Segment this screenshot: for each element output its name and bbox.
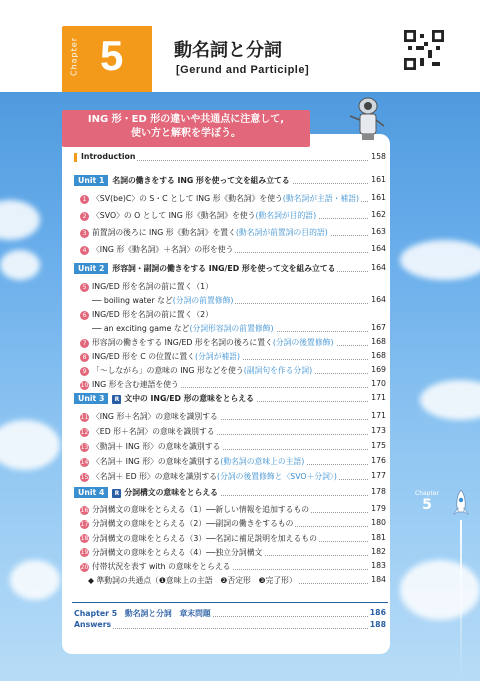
toc-item[interactable] (74, 379, 386, 390)
item-number: 15 (80, 473, 89, 481)
item-text: 〈名詞＋ ED 形〉の意味を識別する (92, 472, 218, 481)
item-text: 〈SVO〉の O として ING 形《動名詞》を使う (92, 211, 256, 220)
item-number: 14 (80, 458, 89, 466)
item-text: 「〜しながら」の意味の ING 形などを使う (92, 366, 244, 375)
item-text: 〈ING 形＋名詞〉の意味を識別する (92, 412, 218, 421)
item-number: 16 (80, 506, 89, 514)
item-number: 1 (80, 195, 89, 204)
page-number: 171 (371, 411, 386, 420)
page-number: 163 (371, 227, 386, 236)
item-number: 12 (80, 428, 89, 436)
item-text: ING/ED 形を名詞の前に置く（2） (92, 310, 213, 319)
page-number: 164 (371, 295, 386, 304)
toc-item[interactable] (74, 210, 386, 221)
intro-marker (74, 153, 77, 162)
toc-item[interactable] (74, 227, 386, 238)
extra-label: ◆ 準動詞の共通点（❶意味上の主語 ❷否定形 ❸完了形） (74, 576, 299, 585)
page-number: 161 (371, 193, 386, 202)
item-text: 〈SV(be)C〉の S・C として ING 形《動名詞》を使う (92, 194, 283, 203)
item-text: 分詞構文の意味をとらえる（3）──名詞に補足説明を加えるもの (92, 533, 317, 543)
item-text: 分詞構文の意味をとらえる（4）──独立分詞構文 (92, 547, 263, 557)
page-number: 161 (371, 175, 386, 184)
item-text: 〈ING 形《動名詞》＋名詞〉の形を使う (92, 245, 234, 254)
side-chapter-number: 5 (422, 497, 432, 513)
toc-item[interactable] (74, 547, 386, 558)
unit-tag: Unit 2 (74, 263, 108, 274)
unit-1-heading[interactable] (74, 175, 386, 186)
item-note: (動名詞が主語・補語) (282, 194, 360, 203)
banner-line-1: ING 形・ED 形の違いや共通点に注意して, (87, 114, 285, 125)
chapter-tab (62, 26, 152, 92)
item-note: (動名詞の意味上の主語) (220, 457, 305, 466)
item-number: 3 (80, 229, 89, 238)
toc-extra[interactable] (74, 575, 386, 586)
unit-tag: Unit 1 (74, 175, 108, 186)
cloud (400, 240, 480, 280)
qr-code-icon[interactable] (404, 30, 444, 70)
toc-item[interactable] (74, 411, 386, 422)
page-number: 177 (371, 471, 386, 480)
chapter-word: Chapter (69, 37, 79, 76)
toc-item[interactable] (74, 365, 386, 376)
page-number: 164 (371, 244, 386, 253)
page-number: 175 (371, 441, 386, 450)
toc-item[interactable] (74, 561, 386, 572)
page-number: 183 (371, 561, 386, 571)
item-text: ING/ED 形を C の位置に置く (92, 352, 195, 361)
toc-item[interactable] (74, 281, 386, 292)
toc-footer-row[interactable] (74, 608, 386, 619)
page-number: 188 (369, 620, 386, 629)
item-text: 〈動詞＋ ING 形〉の意味を識別する (92, 442, 221, 451)
item-number: 11 (80, 413, 89, 421)
item-text: 〈ED 形＋名詞〉の意味を識別する (92, 427, 215, 436)
robot-icon (344, 94, 388, 144)
page-number: 162 (371, 210, 386, 219)
item-number: 18 (80, 535, 89, 543)
chapter-title: 動名詞と分詞 (174, 40, 282, 61)
item-note: (分詞の前置修飾) (172, 296, 234, 305)
reading-tag: R (112, 395, 121, 404)
toc-item[interactable] (74, 471, 386, 482)
banner-line-2: 使い方と解釈を学ぼう。 (131, 128, 241, 139)
toc-item[interactable] (74, 295, 386, 306)
item-number: 10 (80, 381, 89, 389)
unit-tag: Unit 3 (74, 393, 108, 404)
item-text: 分詞構文の意味をとらえる（2）──副詞の働きをするもの (92, 519, 294, 529)
item-text: ING/ED 形を名詞の前に置く（1） (92, 282, 213, 291)
toc-item[interactable] (74, 456, 386, 467)
item-number: 17 (80, 520, 89, 528)
item-number: 13 (80, 443, 89, 451)
toc-item[interactable] (74, 337, 386, 348)
toc-item[interactable] (74, 533, 386, 544)
unit-title: 名詞の働きをする ING 形を使って文を組み立てる (112, 176, 290, 185)
item-note: (分詞の後置修飾と〈SVO＋分詞〉) (217, 472, 337, 481)
page-number: 158 (371, 152, 386, 161)
cloud (10, 560, 60, 600)
toc-item[interactable] (74, 323, 386, 334)
item-number: 6 (80, 311, 89, 320)
toc-item[interactable] (74, 309, 386, 320)
footer-label: Answers (74, 620, 112, 629)
item-text: 付帯状況を表す with の意味をとらえる (92, 562, 231, 572)
item-number: 4 (80, 246, 89, 255)
item-number: 2 (80, 212, 89, 221)
page-number: 168 (371, 337, 386, 346)
item-number: 7 (80, 339, 89, 348)
item-text: 〈名詞＋ ING 形〉の意味を識別する (92, 457, 221, 466)
footer-label: Chapter 5 動名詞と分詞 章末問題 (74, 609, 211, 618)
unit-4-heading[interactable] (74, 487, 386, 498)
toc-item[interactable] (74, 518, 386, 529)
item-text: ── an exciting game など (92, 324, 190, 333)
toc-item[interactable] (74, 441, 386, 452)
toc-item[interactable] (74, 351, 386, 362)
item-note: (分詞が補語) (194, 352, 241, 361)
page-number: 170 (371, 379, 386, 388)
chapter-header (0, 0, 480, 92)
item-note: (動名詞が目的語) (255, 211, 317, 220)
page-number: 167 (371, 323, 386, 332)
page-number: 168 (371, 351, 386, 360)
page-number: 181 (371, 532, 386, 542)
item-number: 5 (80, 283, 89, 292)
rocket-icon (452, 490, 470, 520)
page-number: 173 (371, 426, 386, 435)
intro-label: Introduction (81, 152, 136, 161)
page-number: 171 (371, 393, 386, 402)
cloud (0, 420, 60, 470)
item-note: (分詞の後置修飾) (272, 338, 334, 347)
item-number: 20 (80, 563, 89, 571)
item-number: 19 (80, 549, 89, 557)
toc-item[interactable] (74, 193, 386, 204)
unit-3-heading[interactable] (74, 393, 386, 404)
page-number: 178 (371, 487, 386, 496)
page-number: 186 (369, 608, 386, 617)
item-note: (動名詞が前置詞の目的語) (235, 228, 328, 237)
chapter-subtitle: [Gerund and Participle] (176, 64, 310, 76)
divider (72, 602, 388, 603)
leader-dots (74, 628, 386, 629)
item-text: ── boiling water など (92, 296, 173, 305)
page-number: 184 (371, 575, 386, 584)
page-number: 179 (371, 504, 386, 513)
chapter-number: 5 (100, 32, 124, 79)
item-text: 分詞構文の意味をとらえる（1）──新しい情報を追加するもの (92, 505, 310, 514)
toc-item[interactable] (74, 426, 386, 437)
unit-title: 形容詞・副詞の働きをする ING/ED 形を使って文を組み立てる (112, 264, 336, 273)
unit-title: 分詞構文の意味をとらえる (124, 488, 218, 497)
page-number: 180 (371, 518, 386, 528)
item-number: 8 (80, 353, 89, 362)
unit-title: 文中の ING/ED 形の意味をとらえる (124, 394, 254, 403)
item-text: 前置詞の後ろに ING 形《動名詞》を置く (92, 228, 236, 237)
item-note: (分詞形容詞の前置修飾) (189, 324, 274, 333)
unit-tag: Unit 4 (74, 487, 108, 498)
item-note: (副詞句を作る分詞) (243, 366, 313, 375)
toc-footer-row[interactable] (74, 620, 386, 631)
toc-item[interactable] (74, 504, 386, 515)
page-number: 164 (371, 263, 386, 272)
cloud (0, 250, 40, 280)
toc-item[interactable] (74, 244, 386, 255)
page-number: 182 (371, 546, 386, 556)
rocket-trail (460, 520, 462, 681)
page-number: 176 (371, 456, 386, 465)
side-chapter-word: Chapter (415, 490, 439, 497)
cloud (0, 200, 40, 240)
item-text: 形容詞の働きをする ING/ED 形を名詞の後ろに置く (92, 338, 273, 347)
reading-tag: R (112, 489, 121, 498)
side-chapter-marker (412, 490, 442, 513)
goal-banner (62, 110, 310, 147)
page-number: 169 (371, 365, 386, 374)
item-number: 9 (80, 367, 89, 376)
cloud (420, 380, 480, 420)
toc-intro[interactable] (74, 152, 386, 163)
cloud (400, 560, 480, 620)
unit-2-heading[interactable] (74, 263, 386, 274)
item-text: ING 形を含む連語を使う (92, 380, 179, 389)
